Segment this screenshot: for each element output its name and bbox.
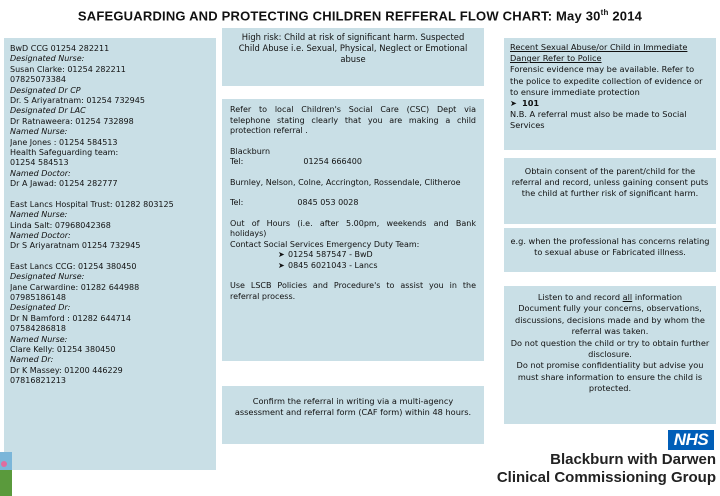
contact-role: Named Nurse:	[10, 127, 68, 137]
arrow-bullet-icon: ➤	[278, 250, 285, 259]
contact-role: Designated Dr:	[10, 303, 71, 313]
high-risk-text: High risk: Child at risk of significant harm. Suspected Child Abuse i.e. Sexual, Physical, Neglect or Emotional abuse	[238, 32, 468, 64]
blackburn-label: Blackburn	[230, 146, 271, 156]
edt-contact-text: Contact Social Services Emergency Duty Team:	[230, 239, 420, 249]
contact-detail: Dr. S Ariyaratnam: 01254 732945	[10, 96, 145, 106]
contact-role: Named Nurse:	[10, 210, 68, 220]
contact-detail: 07816821213	[10, 376, 66, 386]
refer-text: Refer to local Children's Social Care (CSC) Dept via telephone stating clearly that you are making a child protection referral .	[230, 105, 476, 135]
contact-detail: Dr S Ariyaratnam 01254 732945	[10, 241, 141, 251]
ccg-line-1: Blackburn with Darwen	[550, 451, 716, 468]
contact-role: Designated Dr LAC	[10, 106, 86, 116]
edt-lancs-number: ➤ 0845 6021043 - Lancs	[278, 260, 378, 270]
nhs-logo: NHS	[668, 430, 714, 450]
exception-box	[504, 228, 716, 272]
contact-detail: Jane Carwardine: 01282 644988	[10, 282, 140, 292]
referral-process-box	[222, 99, 484, 361]
contact-detail: 07584286818	[10, 324, 66, 334]
consent-text: Obtain consent of the parent/child for the referral and record, unless gaining consent puts the child at further risk of significant harm.	[511, 166, 709, 198]
guidance-listen: Listen to and record all information	[537, 292, 683, 302]
contacts-panel	[4, 38, 216, 470]
high-risk-box	[222, 28, 484, 86]
edt-bwd-number: ➤ 01254 587547 - BwD	[278, 250, 373, 259]
guidance-no-question: Do not question the child or try to obtain further disclosure.	[510, 337, 710, 360]
contact-role: Designated Nurse:	[10, 54, 85, 64]
contact-detail: East Lancs CCG: 01254 380450	[10, 261, 137, 271]
contact-role: Named Dr:	[10, 355, 54, 365]
guidance-confidentiality: Do not promise confidentiality but advise you must share information to ensure the child is protected.	[516, 360, 704, 394]
guidance-box	[504, 286, 716, 424]
contact-detail: Dr Ratnaweera: 01254 732898	[10, 116, 134, 126]
exception-text: e.g. when the professional has concerns relating to sexual abuse or Fabricated illness.	[510, 236, 710, 257]
contact-detail: Clare Kelly: 01254 380450	[10, 344, 116, 354]
lancs-tel: Tel: 0845 053 0028	[230, 198, 359, 207]
confirm-referral-text: Confirm the referral in writing via a multi-agency assessment and referral form (CAF form) within 48 hours.	[234, 396, 472, 417]
consent-box	[504, 158, 716, 224]
contact-detail: Jane Jones : 01254 584513	[10, 137, 118, 147]
lancs-areas: Burnley, Nelson, Colne, Accrington, Rossendale, Clitheroe	[230, 177, 461, 187]
contact-role: Designated Nurse:	[10, 272, 85, 282]
page-title: SAFEGUARDING AND PROTECTING CHILDREN REFFERAL FLOW CHART: May 30th 2014	[77, 8, 643, 24]
police-note: N.B. A referral must also be made to Social Services	[510, 109, 687, 131]
contact-role: Named Doctor:	[10, 168, 71, 178]
contact-detail: 07825073384	[10, 75, 66, 85]
arrow-bullet-icon: ➤	[278, 260, 285, 270]
contact-detail: 07985186148	[10, 292, 66, 302]
lscb-text: Use LSCB Policies and Procedure's to assist you in the referral process.	[230, 281, 476, 301]
contact-detail: Susan Clarke: 01254 282211	[10, 64, 126, 74]
out-of-hours-text: Out of Hours (i.e. after 5.00pm, weekends and Bank holidays)	[230, 218, 476, 238]
police-number: ➤ 101	[510, 98, 540, 109]
ccg-line-2: Clinical Commissioning Group	[496, 469, 716, 486]
police-body: Forensic evidence may be available. Refer to the police to expedite collection of evidence or to ensure immediate protection	[510, 64, 703, 97]
blackburn-tel: Tel: 01254 666400	[230, 157, 362, 166]
ccg-name	[496, 451, 716, 487]
contact-detail: Dr A Jawad: 01254 282777	[10, 179, 118, 189]
contact-detail: Dr N Bamford : 01282 644714	[10, 313, 131, 323]
guidance-document: Document fully your concerns, observations, discussions, decisions made and by whom the referral was taken.	[515, 303, 705, 337]
confirm-referral-box	[222, 386, 484, 444]
contact-role: Named Doctor:	[10, 230, 71, 240]
decorative-image	[0, 452, 12, 496]
police-referral-box	[504, 38, 716, 150]
contact-detail: Dr K Massey: 01200 446229	[10, 365, 123, 375]
contact-role: Named Nurse:	[10, 334, 68, 344]
arrow-bullet-icon: ➤	[510, 98, 517, 109]
contact-detail: Linda Salt: 07968042368	[10, 220, 111, 230]
contact-detail: Health Safeguarding team:	[10, 148, 119, 158]
contact-detail: 01254 584513	[10, 158, 69, 168]
contact-role: Designated Dr CP	[10, 85, 81, 95]
police-heading: Recent Sexual Abuse/or Child in Immediate Danger Refer to Police	[510, 42, 688, 64]
contact-detail: BwD CCG 01254 282211	[10, 44, 110, 53]
contact-detail: East Lancs Hospital Trust: 01282 803125	[10, 199, 174, 209]
